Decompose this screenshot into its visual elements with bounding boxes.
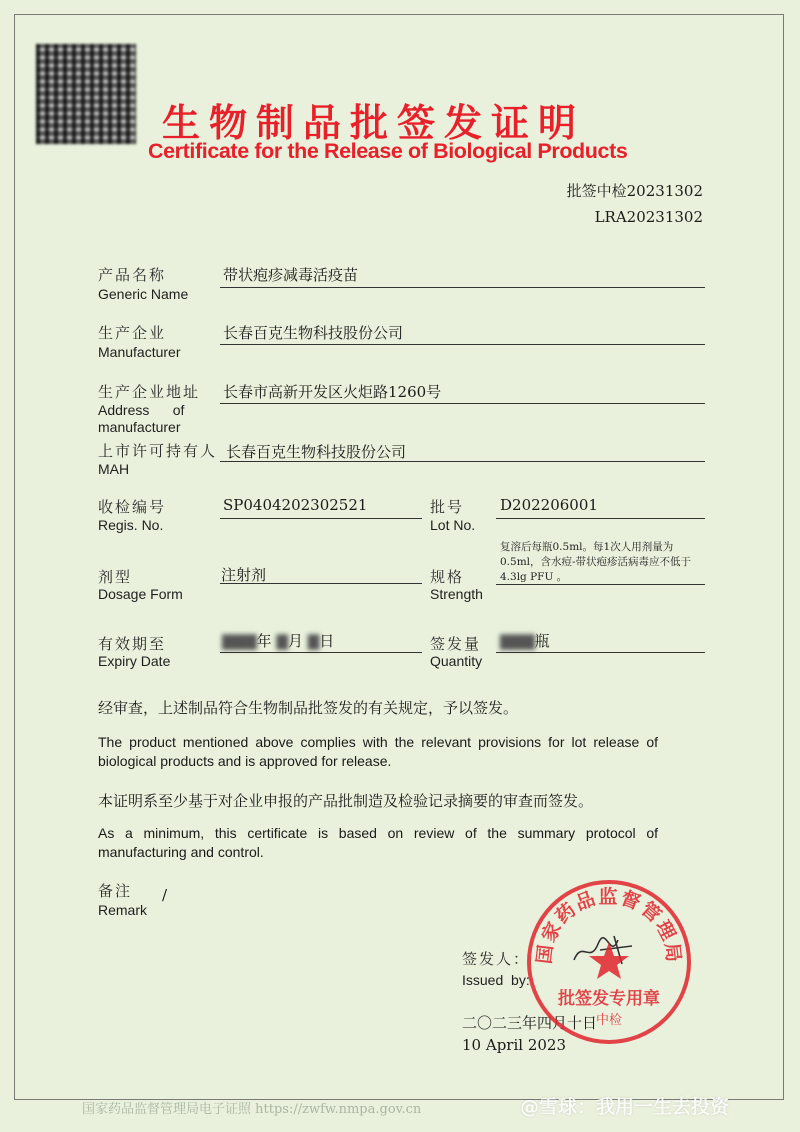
redacted-year: ▇▇▇: [222, 632, 257, 650]
quantity-unit: 瓶: [534, 632, 550, 650]
lot-no-value: D202206001: [500, 496, 598, 514]
month-char: 月: [287, 632, 303, 650]
address-label-en-1: Address of: [98, 402, 185, 418]
remark-value: /: [162, 886, 168, 904]
title-english: Certificate for the Release of Biological Products: [148, 139, 628, 163]
manufacturer-value: 长春百克生物科技股份公司: [223, 324, 404, 342]
expiry-date-value: [222, 630, 334, 651]
underline: [220, 518, 422, 519]
quantity-label-cn: 签发量: [430, 635, 482, 653]
basis-statement-cn: 本证明系至少基于对企业申报的产品批制造及检验记录摘要的审查而签发。: [98, 792, 594, 810]
dosage-form-value: 注射剂: [221, 566, 267, 584]
seal-sub-text: 中检: [595, 1013, 623, 1028]
underline: [496, 652, 705, 653]
expiry-date-label-cn: 有效期至: [98, 635, 167, 653]
generic-name-label-en: Generic Name: [98, 286, 189, 302]
certificate-number-en: LRA20231302: [594, 208, 703, 226]
quantity-label-en: Quantity: [430, 653, 483, 669]
watermark: @雪球：我用一生去投资: [520, 1096, 730, 1118]
remark-label-en: Remark: [98, 902, 148, 918]
mah-value: 长春百克生物科技股份公司: [226, 443, 407, 461]
underline: [220, 461, 705, 462]
expiry-date-label-en: Expiry Date: [98, 653, 171, 669]
regis-no-label-cn: 收检编号: [98, 498, 167, 516]
remark-label-cn: 备注: [98, 882, 133, 900]
underline: [220, 583, 422, 584]
lot-no-label-en: Lot No.: [430, 517, 476, 533]
redacted-month: ▇: [276, 632, 288, 650]
underline: [220, 652, 422, 653]
underline: [220, 287, 705, 288]
redacted-quantity: ▇▇▇: [500, 632, 535, 650]
issued-by-label-cn: 签发人：: [462, 950, 531, 968]
year-char: 年: [256, 632, 272, 650]
redacted-day: ▇: [307, 632, 320, 650]
strength-label-cn: 规格: [430, 568, 465, 586]
quantity-value: [500, 630, 550, 651]
day-char: 日: [319, 632, 335, 650]
dosage-form-label-cn: 剂型: [98, 568, 133, 586]
address-label-cn: 生产企业地址: [98, 383, 201, 401]
address-value: 长春市高新开发区火炬路1260号: [223, 383, 442, 401]
lot-no-label-cn: 批号: [430, 498, 465, 516]
strength-value: 复溶后每瓶0.5ml。每1次人用剂量为0.5ml，含水痘-带状疱疹活病毒应不低于4.3lg PFU 。: [500, 541, 692, 583]
issue-date-en: 10 April 2023: [462, 1036, 566, 1054]
underline: [496, 518, 705, 519]
mah-label-en: MAH: [98, 461, 130, 477]
regis-no-label-en: Regis. No.: [98, 517, 164, 533]
seal-arc-text: 国家药品监督管理局: [533, 885, 685, 966]
dosage-form-label-en: Dosage Form: [98, 586, 183, 602]
title-chinese: 生物制品批签发证明: [162, 101, 586, 145]
seal-center-text: 批签发专用章: [558, 989, 660, 1009]
certificate-number-cn: 批签中检20231302: [566, 182, 703, 200]
footer-text: 国家药品监督管理局电子证照 https://zwfw.nmpa.gov.cn: [82, 1102, 422, 1117]
underline: [496, 584, 705, 585]
strength-label-en: Strength: [430, 586, 483, 602]
underline: [220, 403, 705, 404]
approval-statement-cn: 经审查，上述制品符合生物制品批签发的有关规定，予以签发。: [98, 699, 519, 717]
issue-date-cn: 二〇二三年四月十日: [462, 1014, 598, 1032]
issued-by-label-en: Issued by:: [462, 972, 530, 988]
manufacturer-label-cn: 生产企业: [98, 324, 167, 342]
mah-label-cn: 上市许可持有人: [98, 442, 218, 460]
regis-no-value: SP0404202302521: [223, 496, 368, 514]
manufacturer-label-en: Manufacturer: [98, 344, 181, 360]
official-seal: [525, 878, 693, 1046]
generic-name-value: 带状疱疹减毒活疫苗: [223, 266, 359, 284]
underline: [220, 344, 705, 345]
basis-statement-en: As a minimum, this certificate is based on review of the summary protocol of manufacturing and control.: [98, 825, 658, 860]
address-label-en-2: manufacturer: [98, 419, 181, 435]
generic-name-label-cn: 产品名称: [98, 266, 167, 284]
approval-statement-en: The product mentioned above complies with the relevant provisions for lot release of biological products and is approved for release.: [98, 734, 658, 769]
qr-code[interactable]: [36, 44, 136, 144]
